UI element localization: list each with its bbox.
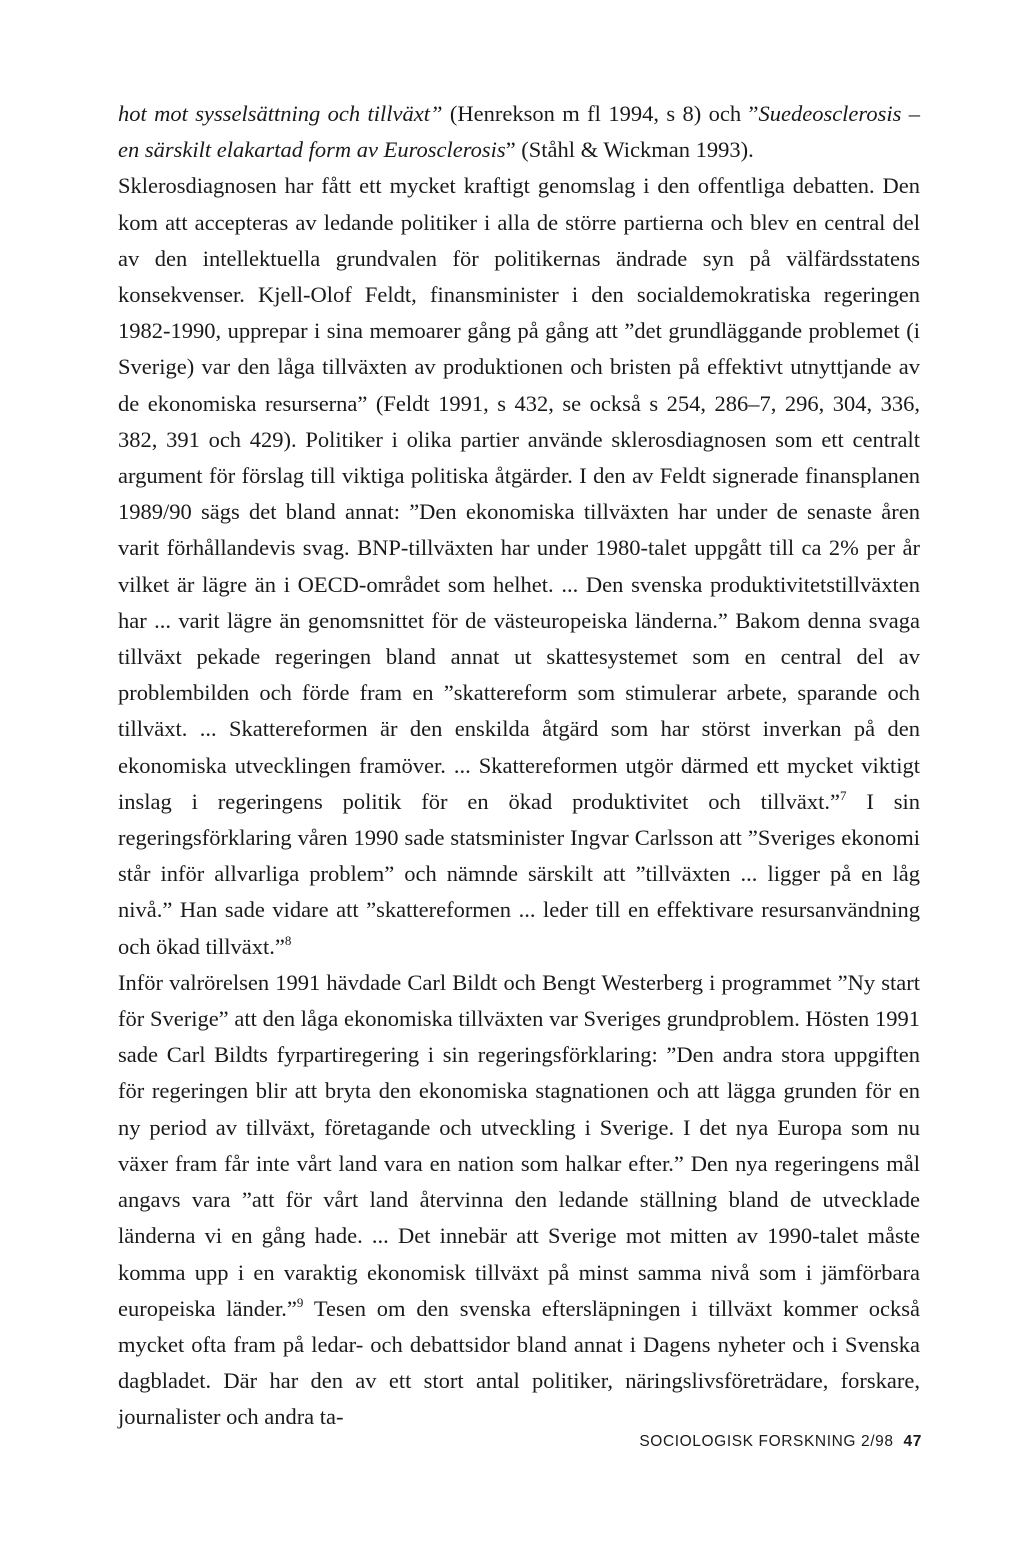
footnote-ref-8: 8 [284,932,292,948]
footnote-ref-9: 9 [296,1294,304,1310]
paragraph-1-span: Suedeosclerosis – en särskilt elakartad form av Eurosclerosis [118,101,920,163]
paragraph-2-span: Sklerosdiagnosen har fått ett mycket kraftigt genomslag i den offentliga debatten. Den kom att accepteras av ledande politiker i alla de större partierna och blev en central del av den intellektuella grundvalen för politikernas ändrade syn på välfärdsstatens konsekvenser. Kjell-Olof Feldt, finansminister i den socialdemokratiska regeringen 1982-1990, upprepar i sina memoarer gång på gång att ”det grundläggande problemet (i Sverige) var den låga tillväxten av produktionen och bristen på effektivt utnyttjande av de ekonomiska resurserna” (Feldt 1991, s 432, se också s 254, 286–7, 296, 304, 336, 382, 391 och 429). Politiker i olika partier använde sklerosdiagnosen som ett centralt argument för förslag till viktiga politiska åtgärder. I den av Feldt signerade finansplanen 1989/90 sägs det bland annat: ”Den ekonomiska tillväxten har under de senaste åren varit förhållandevis svag. BNP-tillväxten har under 1980-talet uppgått till ca 2% per år vilket är lägre än i OECD-området som helhet. ... Den svenska produktivitetstillväxten har ... varit lägre än genomsnittet för de västeuropeiska länderna.” Bakom denna svaga tillväxt pekade regeringen bland annat ut skattesystemet som en central del av problembilden och förde fram en ”skattereform som stimulerar arbete, sparande och tillväxt. ... Skattereformen är den enskilda åtgärd som har störst inverkan på den ekonomiska utvecklingen framöver. ... Skattereformen utgör därmed ett mycket viktigt inslag i regeringens politik för en ökad produktivitet och tillväxt.” [118,173,920,814]
paragraph-3 [118,965,920,1436]
footnote-ref-7: 7 [839,787,847,803]
journal-title: SOCIOLOGISK FORSKNING 2/98 [639,1433,894,1450]
paragraph-2 [118,168,920,964]
paragraph-1-span: hot mot sysselsättning och tillväxt” [118,101,443,126]
paragraph-1-span: (Henrekson m fl 1994, s 8) och ” [442,101,759,126]
paragraph-1-span: ” (Ståhl & Wickman 1993). [505,137,754,163]
page-footer [639,1433,922,1451]
paragraph-3-span: Tesen om den svenska eftersläpningen i tillväxt kommer också mycket ofta fram på ledar- och debattsidor bland annat i Dagens nyheter och i Svenska dagbladet. Där har den av ett stort antal politiker, näringslivsföreträdare, forskare, journalister och andra ta- [118,1295,921,1430]
paragraph-1 [118,96,920,168]
paragraph-3-span: Inför valrörelsen 1991 hävdade Carl Bildt och Bengt Westerberg i programmet ”Ny start för Sverige” att den låga ekonomiska tillväxten var Sveriges grundproblem. Hösten 1991 sade Carl Bildts fyrpartiregering i sin regeringsförklaring: ”Den andra stora uppgiften för regeringen blir att bryta den ekonomiska stagnationen och att lägga grunden för en ny period av tillväxt, företagande och utveckling i Sverige. I det nya Europa som nu växer fram får inte vårt land vara en nation som halkar efter.” Den nya regeringens mål angavs vara ”att för vårt land återvinna den ledande ställning bland de utvecklade länderna vi en gång hade. ... Det innebär att Sverige mot mitten av 1990-talet måste komma upp i en varaktig ekonomisk tillväxt på minst samma nivå som i jämförbara europeiska länder.” [118,969,920,1321]
page-body [118,96,920,1436]
paragraph-2-span: I sin regeringsförklaring våren 1990 sade statsminister Ingvar Carlsson att ”Sveriges ekonomi står inför allvarliga problem” och nämnde särskilt att ”tillväxten ... ligger på en låg nivå.” Han sade vidare att ”skattereformen ... leder till en effektivare resursanvändning och ökad tillväxt.” [118,788,920,959]
page-number: 47 [903,1433,922,1450]
